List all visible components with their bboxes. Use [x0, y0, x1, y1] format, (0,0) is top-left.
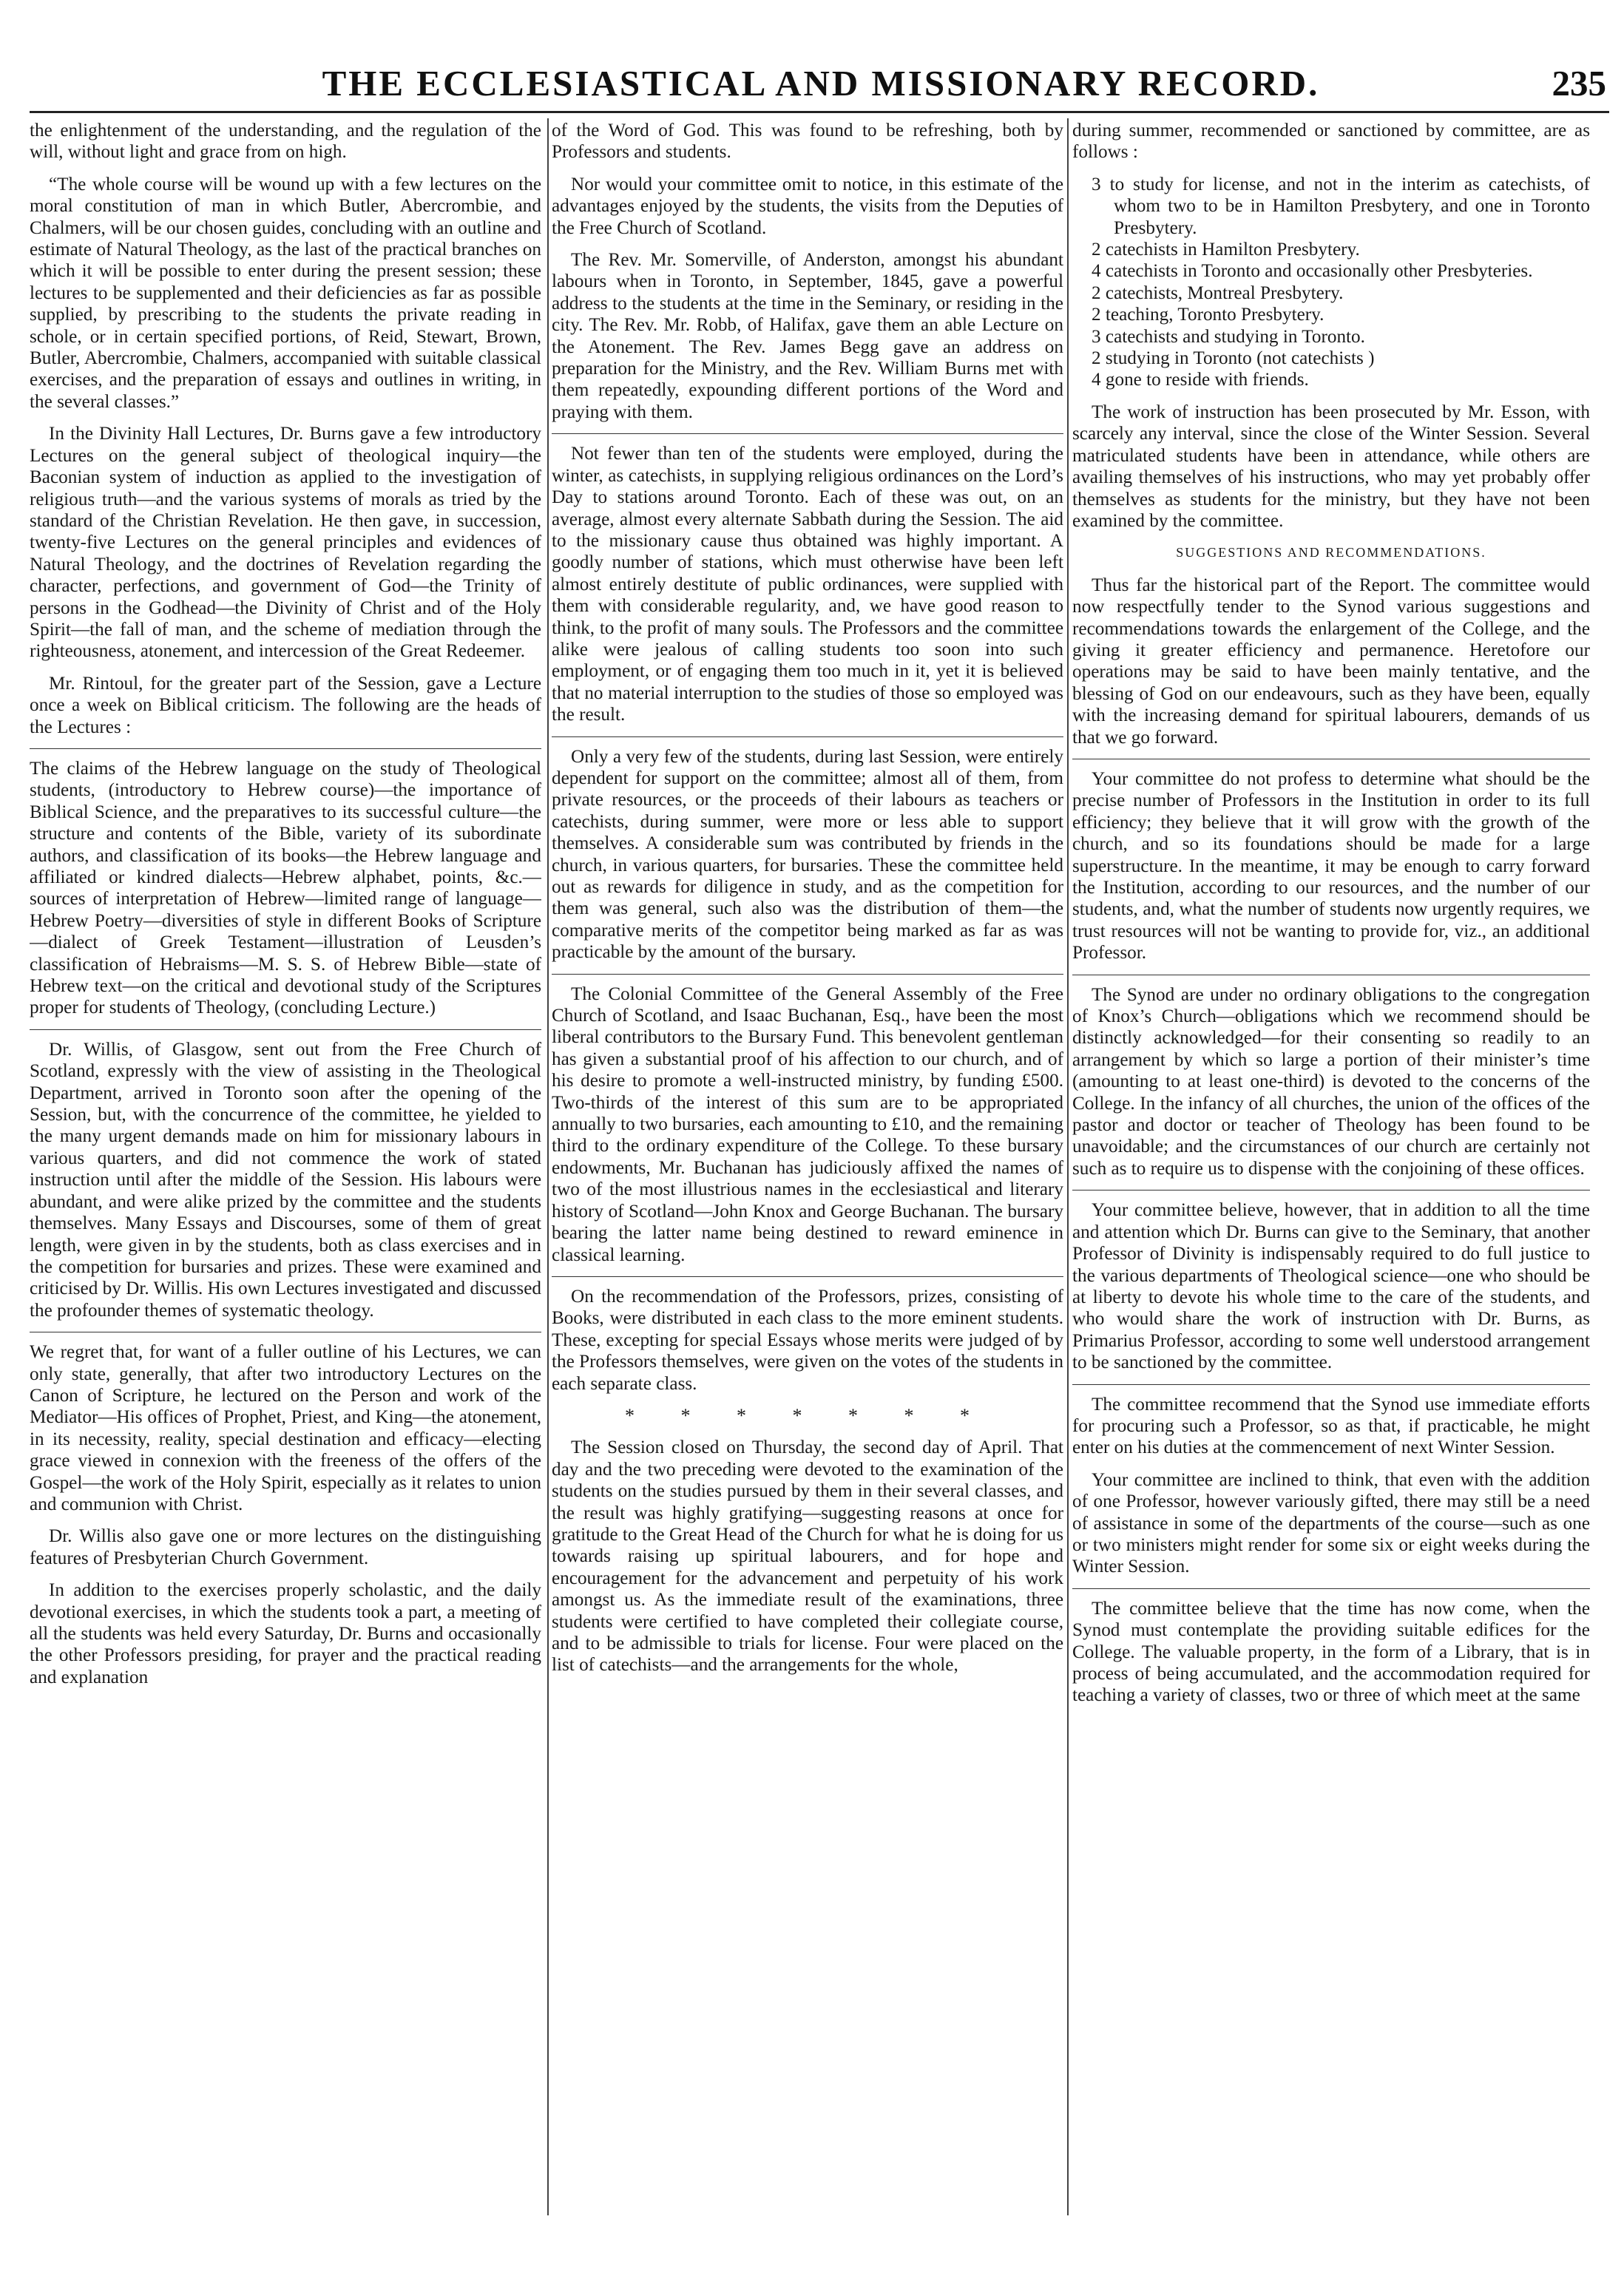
- section-heading: SUGGESTIONS AND RECOMMENDATIONS.: [1176, 545, 1486, 560]
- paragraph: Mr. Rintoul, for the greater part of the Session, gave a Lecture once a week on Biblical criticism. The following are the heads of the Lectures :: [30, 673, 541, 737]
- list-item: 3 catechists and studying in Toronto.: [1092, 326, 1365, 347]
- paragraph: during summer, recommended or sanctioned by committee, are as follows :: [1072, 121, 1590, 163]
- section-rule: [1072, 1588, 1590, 1589]
- paragraph: The Synod are under no ordinary obligations to the congregation of Knox’s Church—obligations which we recommend should be distinctly acknowledged—for their consenting so readily to an arrangement by which so large a portion of their minister’s time (amounting to at least one-third) is devoted to the concerns of the College. In the infancy of all churches, the union of the offices of the pastor and doctor or teacher of Theology has been found to be unavoidable; and the circumstances of our church are certainly not such as to require us to dispense with the conjoining of these offices.: [1072, 984, 1590, 1179]
- paragraph: The Rev. Mr. Somerville, of Anderston, amongst his abundant labours when in Toronto, in September, 1845, gave a powerful address to the students at the time in the Seminary, or residing in the city. The Rev. Mr. Robb, of Halifax, gave them an able Lecture on the Atonement. The Rev. James Begg gave an address on preparation for the Ministry, and the Rev. William Burns met with them repeatedly, expounding different portions of the Word and praying with them.: [552, 250, 1063, 422]
- paragraph: We regret that, for want of a fuller outline of his Lectures, we can only state, generally, that after two introductory Lectures on the Canon of Scripture, he lectured on the Person and work of the Mediator—His offices of Prophet, Priest, and King—the atonement, in its necessity, reality, special destination and efficacy—electing grace viewed in connexion with the freeness of the offers of the Gospel—the work of the Holy Spirit, especially as it relates to union and communion with Christ.: [30, 1342, 541, 1514]
- column-2: [552, 120, 1063, 2215]
- list-item: 3 to study for license, and not in the interim as catechists, of whom two to be in Hamilton Presbytery, and one in Toronto Presbytery.: [1092, 174, 1590, 238]
- list-item: 2 catechists, Montreal Presbytery.: [1092, 282, 1344, 303]
- column-divider: [547, 118, 549, 2215]
- paragraph: Your committee do not profess to determine what should be the precise number of Professors in the Institution in order to its full efficiency; they believe that it will grow with the growth of the church, and so its foundations should be made for a large superstructure. In the meantime, it may be enough to carry forward the Institution, according to our resources, and the number of our students, and, what the number of students now urgently requires, we trust resources will not be wanting to provide for, viz., an additional Professor.: [1072, 768, 1590, 963]
- section-rule: [1072, 1384, 1590, 1385]
- paragraph: Dr. Willis, of Glasgow, sent out from the Free Church of Scotland, expressly with the view of assisting in the Theological Department, arrived in Toronto soon after the opening of the Session, but, with the concurrence of the committee, he yielded to the many urgent demands made on him for missionary labours in various quarters, and did not commence the work of stated instruction until after the middle of the Session. His labours were abundant, and were alike prized by the committee and the students themselves. Many Essays and Discourses, some of them of great length, were given in by the students, both as class exercises and in the competition for bursaries and prizes. These were examined and criticised by Dr. Willis. His own Lectures investigated and discussed the profounder themes of systematic theology.: [30, 1039, 541, 1321]
- paragraph: Only a very few of the students, during last Session, were entirely dependent for support on the committee; almost all of them, from private resources, or the proceeds of their labours as teachers or catechists, during summer, were more or less able to support themselves. A considerable sum was contributed by friends in the church, in various quarters, for bursaries. These the committee held out as rewards for diligence in study, and as the competition for them was general, such also was the distribution of them—the comparative merits of the competitor being marked as far as was practicable by the amount of the bursary.: [552, 746, 1063, 963]
- paragraph: In the Divinity Hall Lectures, Dr. Burns gave a few introductory Lectures on the general subject of theological inquiry—the Baconian system of induction as applied to the investigation of religious truth—and the various systems of morals as tried by the standard of the Christian Revelation. He then gave, in succession, twenty-five Lectures on the general principles and evidences of Natural Theology, and the doctrines of Revelation regarding the character, perfections, and government of God—the Trinity of persons in the Godhead—the Divinity of Christ and of the Holy Spirit—the fall of man, and the scheme of mediation through the righteousness, atonement, and intercession of the Great Redeemer.: [30, 424, 541, 662]
- list-item: 4 gone to reside with friends.: [1092, 370, 1309, 390]
- student-arrangements-list: [1072, 174, 1590, 391]
- paragraph: The work of instruction has been prosecuted by Mr. Esson, with scarcely any interval, since the close of the Winter Session. Several matriculated students have been in attendance, while others are availing themselves of his instructions, who may yet probably offer themselves as students for the ministry, but they have not been examined by the committee.: [1072, 402, 1590, 531]
- quoted-paragraph: “The whole course will be wound up with a few lectures on the moral constitution of man in which Butler, Abercrombie, and Chalmers, will be our chosen guides, concluding with an outline and estimate of Natural Theology, as the last of the practical branches on which it will be possible to enter during the present session; these lectures to be supplemented and their deficiencies as far as possible supplied, by prescribing to the students the private reading in schole, or in certain specified portions, of Reid, Stewart, Brown, Butler, Abercrombie, Chalmers, accompanied with suitable classical exercises, and the preparation of essays and outlines in writing, in the several classes.”: [30, 174, 541, 412]
- paragraph: The Session closed on Thursday, the second day of April. That day and the two preceding were devoted to the examination of the students on the studies pursued by them in their several classes, and the result was highly gratifying—suggesting reasons at once for gratitude to the Great Head of the Church for what he is doing for us towards raising up spiritual labourers, and for hope and encouragement for the advancement and perpetuity of his work amongst us. As the immediate result of the examinations, three students were certified to have completed their collegiate course, and to be admissible to trials for license. Four were placed on the list of catechists—and the arrangements for the whole,: [552, 1437, 1063, 1676]
- section-rule: [552, 974, 1063, 975]
- list-item: 4 catechists in Toronto and occasionally other Presbyteries.: [1092, 261, 1533, 282]
- paragraph: The Colonial Committee of the General Assembly of the Free Church of Scotland, and Isaac Buchanan, Esq., have been the most liberal contributors to the Bursary Fund. This benevolent gentleman has given a substantial proof of his affection to our church, and of his desire to promote a well-instructed ministry, by funding £500. Two-thirds of the interest of this sum are to be appropriated annually to two bursaries, each amounting to £10, and the remaining third to the ordinary expenditure of the College. To these bursary endowments, Mr. Buchanan has judiciously affixed the names of two of the most illustrious names in the ecclesiastical and literary history of Scotland—John Knox and George Buchanan. The bursary bearing the latter name being destined to reward eminence in classical learning.: [552, 983, 1063, 1265]
- paragraph: The committee believe that the time has now come, when the Synod must contemplate the providing suitable edifices for the College. The valuable property, in the form of a Library, that is in process of being accumulated, and the accommodation required for teaching a variety of classes, two or three of which meet at the same: [1072, 1598, 1590, 1706]
- paragraph: The committee recommend that the Synod use immediate efforts for procuring such a Professor, so as that, if practicable, he might enter on his duties at the commencement of next Winter Session.: [1072, 1394, 1590, 1458]
- paragraph: Your committee believe, however, that in addition to all the time and attention which Dr. Burns can give to the Seminary, that another Professor of Divinity is indispensably required to do full justice to the various departments of Theological science—one who should be at liberty to devote his whole time to the care of the students, and who would share the work of instruction with Dr. Burns, as Primarius Professor, according to some well understood arrangement to be sanctioned by the committee.: [1072, 1200, 1590, 1373]
- section-rule: [1072, 1190, 1590, 1191]
- list-item: 2 studying in Toronto (not catechists ): [1092, 348, 1375, 369]
- paragraph: Thus far the historical part of the Report. The committee would now respectfully tender to the Synod various suggestions and recommendations towards the enlargement of the College, and the giving it greater efficiency and permanence. Heretofore our operations may be said to have been mainly tentative, and the blessing of God on our endeavours, such as they have been, equally with the increasing demand for spiritual labourers, demands of us that we go forward.: [1072, 575, 1590, 748]
- section-rule: [552, 433, 1063, 434]
- paragraph: of the Word of God. This was found to be refreshing, both by Professors and students.: [552, 121, 1063, 163]
- page-header: [30, 59, 1612, 108]
- column-3: [1072, 120, 1590, 2215]
- section-rule: [552, 1276, 1063, 1277]
- lecture-heads: The claims of the Hebrew language on the study of Theological students, (introductory to Hebrew course)—the importance of Biblical Science, and the preparatives to its successful culture—the structure and contents of the Bible, variety of its subordinate authors, and classification of its books—the Hebrew language and affiliated or kindred dialects—Hebrew alphabet, points, &c.—sources of interpretation of Hebrew—limited range of language—Hebrew Poetry—diversities of style in different Books of Scripture—dialect of Greek Testament—illustration of Leusden’s classification of Hebraisms—M. S. S. of Hebrew Bible—state of Hebrew text—on the critical and devotional study of the Scriptures proper for students of Theology, (concluding Lecture.): [30, 758, 541, 1018]
- page-number: 235: [1552, 63, 1606, 104]
- running-title: THE ECCLESIASTICAL AND MISSIONARY RECORD.: [322, 63, 1320, 104]
- section-stars: * * * * * * *: [625, 1404, 990, 1426]
- section-rule: [552, 736, 1063, 737]
- section-rule: [30, 1029, 541, 1030]
- paragraph: Nor would your committee omit to notice, in this estimate of the advantages enjoyed by the students, the visits from the Deputies of the Free Church of Scotland.: [552, 174, 1063, 238]
- paragraph: In addition to the exercises properly scholastic, and the daily devotional exercises, in which the students took a part, a meeting of all the students was held every Saturday, Dr. Burns and occasionally the other Professors presiding, for prayer and the practical reading and explanation: [30, 1580, 541, 1687]
- list-item: 2 teaching, Toronto Presbytery.: [1092, 305, 1324, 325]
- paragraph: the enlightenment of the understanding, and the regulation of the will, without light and grace from on high.: [30, 121, 541, 163]
- column-1: [30, 120, 541, 2215]
- paragraph: On the recommendation of the Professors, prizes, consisting of Books, were distributed in each class to the more eminent students. These, excepting for special Essays whose merits were judged of by the Professors themselves, were given on the votes of the students in each separate class.: [552, 1286, 1063, 1394]
- paragraph: Not fewer than ten of the students were employed, during the winter, as catechists, in supplying religious ordinances on the Lord’s Day to stations around Toronto. Each of these was out, on an average, almost every alternate Sabbath during the Session. The aid to the missionary cause thus obtained was highly important. A goodly number of stations, which must otherwise have been left almost entirely destitute of public ordinances, were supplied with them with considerable regularity, and, we have good reason to think, to the profit of many souls. The Professors and the committee alike were jealous of calling students too soon into such employment, or of engaging them too much in it, yet it is believed that no material interruption to the studies of those so employed was the result.: [552, 444, 1063, 725]
- list-item: 2 catechists in Hamilton Presbytery.: [1092, 240, 1360, 260]
- section-rule: [30, 748, 541, 749]
- paragraph: Dr. Willis also gave one or more lectures on the distinguishing features of Presbyterian Church Government.: [30, 1526, 541, 1568]
- column-divider: [1067, 118, 1069, 2215]
- paragraph: Your committee are inclined to think, that even with the addition of one Professor, however variously gifted, there may still be a need of assistance in some of the departments of the course—such as one or two ministers might render for some six or eight weeks during the Winter Session.: [1072, 1469, 1590, 1577]
- header-rule: [30, 111, 1609, 113]
